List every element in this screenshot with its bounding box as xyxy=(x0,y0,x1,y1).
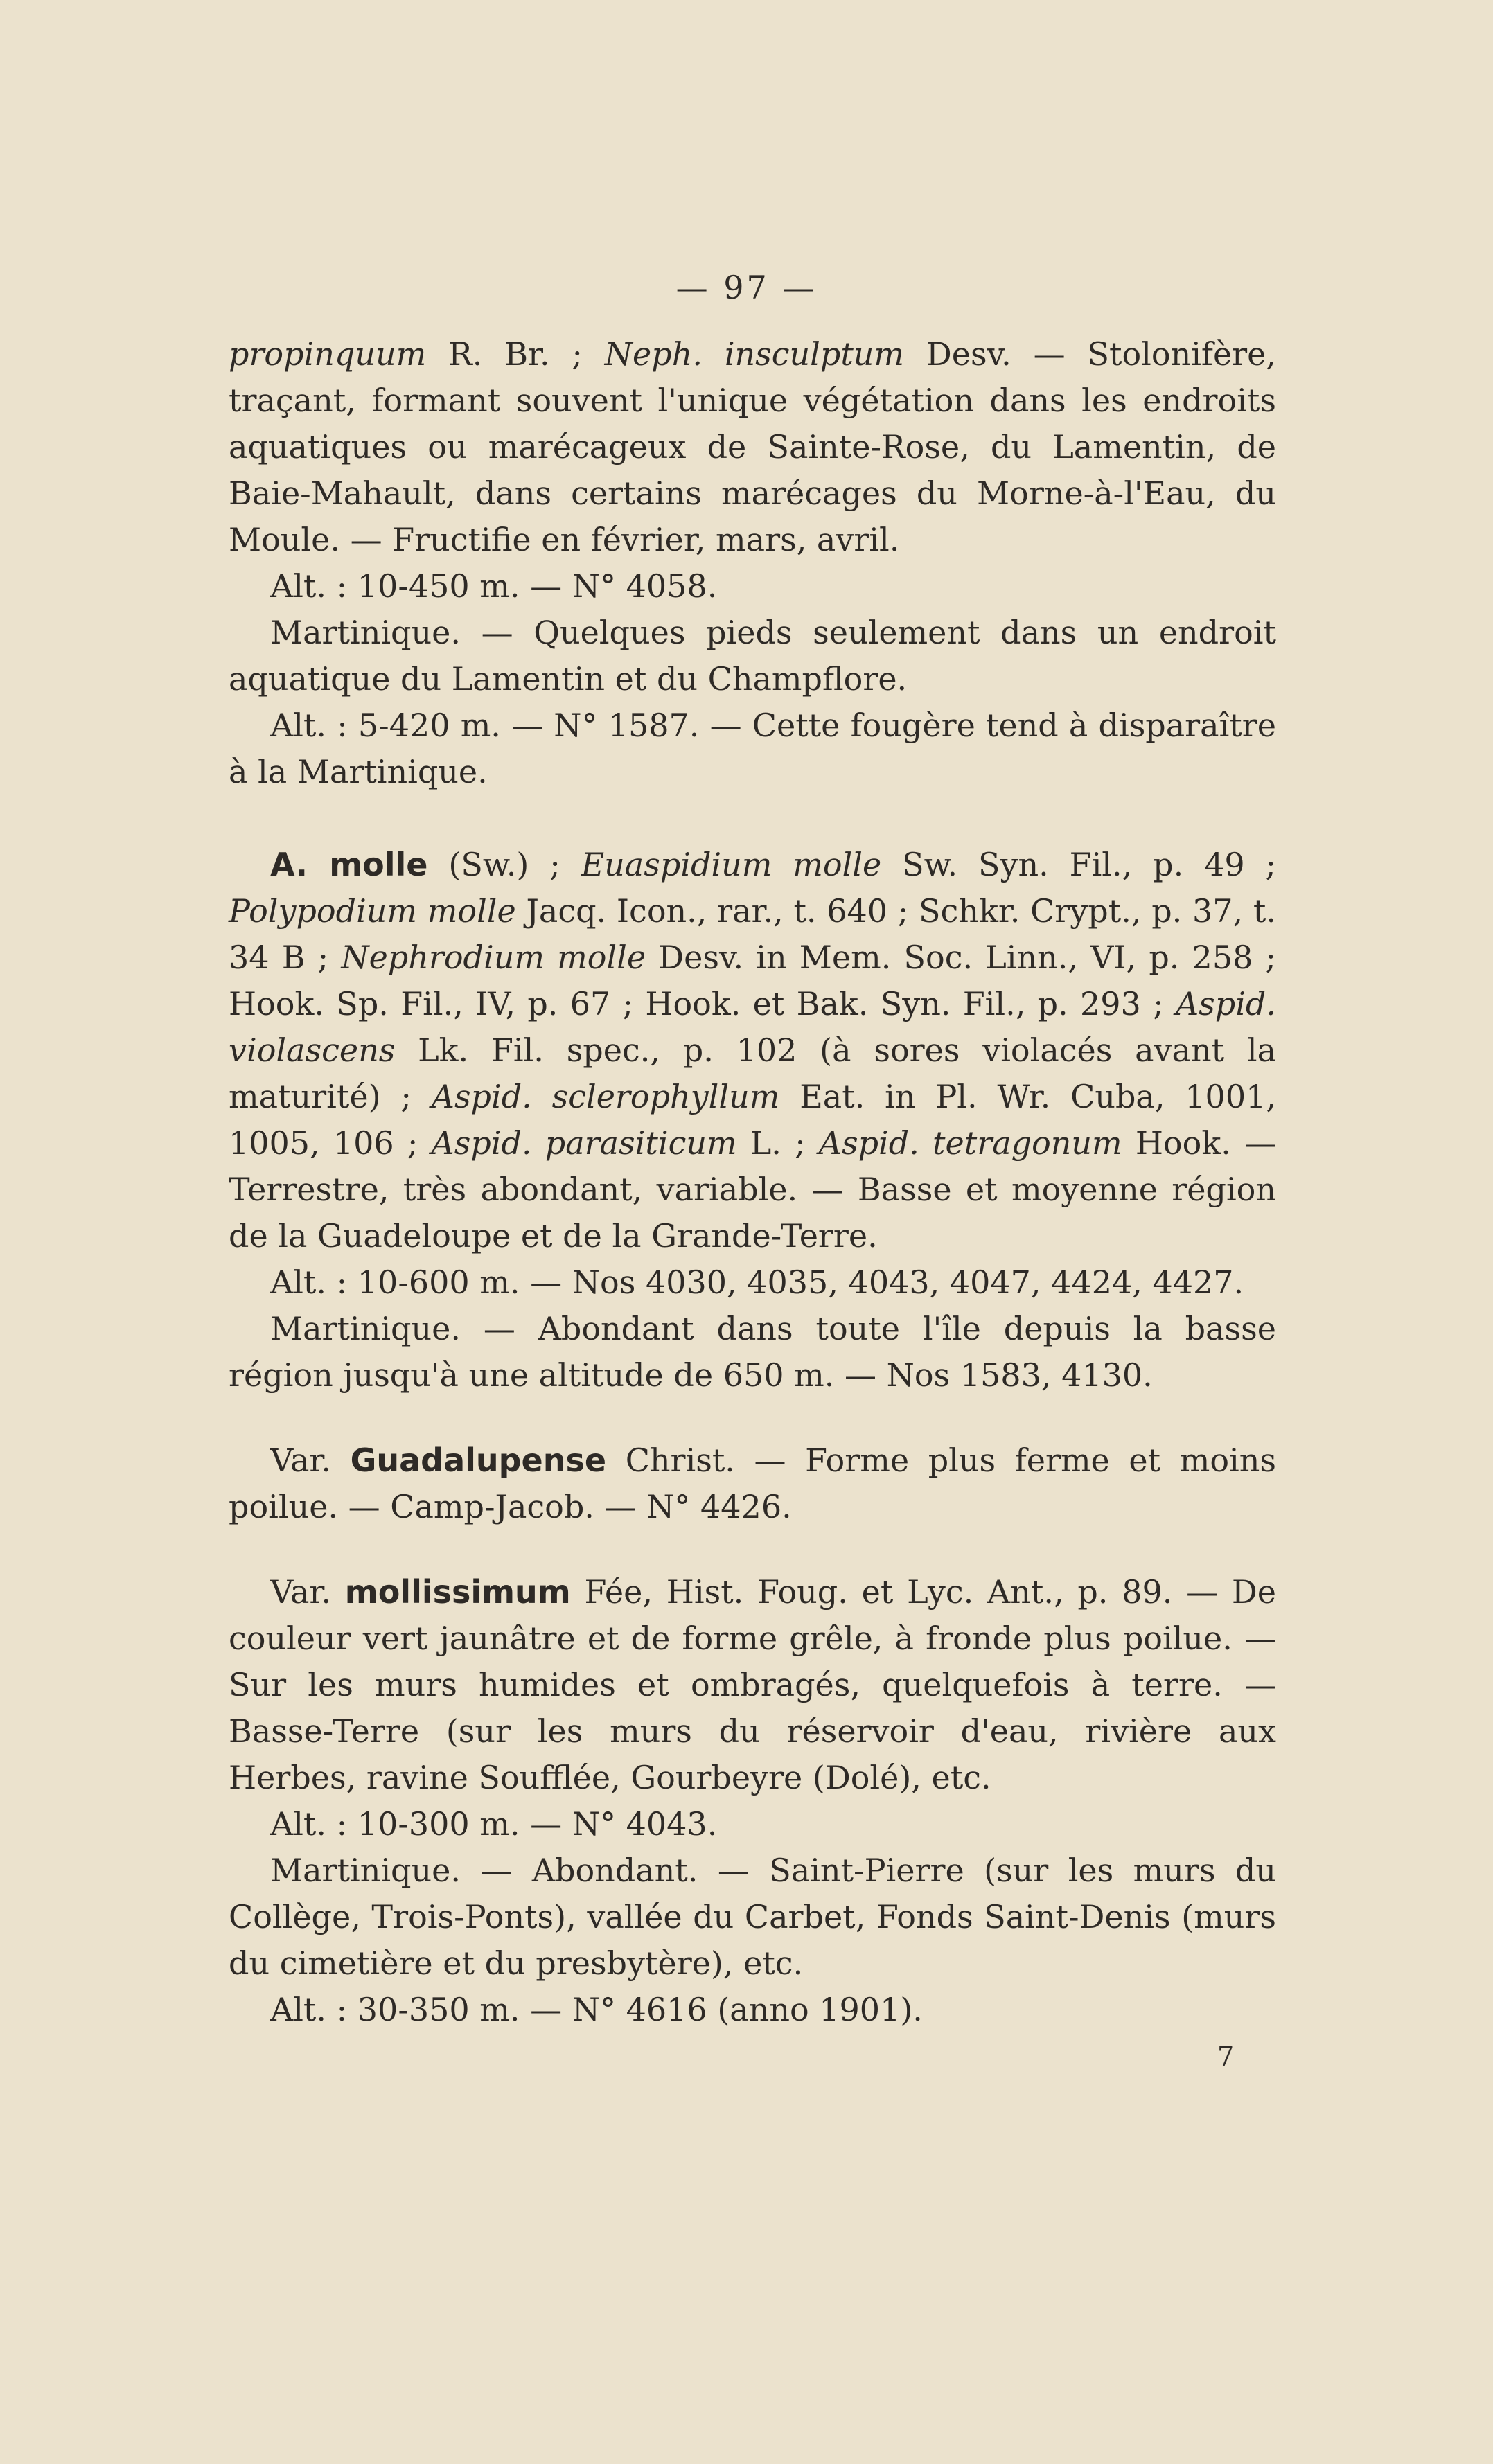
paragraph-martinique-3: Martinique. — Abondant. — Saint-Pierre (sur les murs du Collège, Trois-Ponts), vallée du Carbet, Fonds Saint-Denis (murs du cimetière et du presbytère), etc. xyxy=(229,1852,1276,1982)
spacer xyxy=(229,1530,1276,1569)
text: Var. xyxy=(270,1442,351,1479)
spacer xyxy=(229,1399,1276,1437)
taxon-italic: Neph. insculptum xyxy=(604,335,905,373)
species-name: A. molle xyxy=(270,846,428,883)
page-body xyxy=(229,331,1276,2033)
page-number: — 97 — xyxy=(675,269,818,306)
text: L. ; xyxy=(736,1124,819,1162)
paragraph-altitude-1: Alt. : 10-450 m. — N° 4058. xyxy=(270,567,718,605)
taxon-italic: Aspid. sclerophyllum xyxy=(431,1078,780,1115)
variety-name: Guadalupense xyxy=(350,1442,607,1479)
text: Jacq. Icon., rar., t. 640 ; Schkr. Crypt., p. 37, t. 34 B ; xyxy=(229,892,1276,976)
paragraph-var-guadalupense xyxy=(229,1437,1276,1530)
text: Christ. — Forme plus ferme et moins poilue. — Camp-Jacob. — N° 4426. xyxy=(229,1442,1276,1525)
paragraph-altitude-4: Alt. : 10-300 m. — N° 4043. xyxy=(270,1805,718,1843)
taxon-italic: Nephrodium molle xyxy=(341,939,646,976)
text: Var. xyxy=(270,1573,345,1611)
taxon-italic: Aspid. violascens xyxy=(229,985,1276,1069)
paragraph-martinique-2: Martinique. — Abondant dans toute l'île depuis la basse région jusqu'à une altitude de 650 m. — Nos 1583, 4130. xyxy=(229,1310,1276,1394)
paragraph-var-mollissimum xyxy=(229,1569,1276,1801)
taxon-italic: Polypodium molle xyxy=(229,892,516,930)
variety-name: mollissimum xyxy=(344,1573,571,1611)
text: Lk. Fil. spec., p. 102 (à sores violacés avant la maturité) ; xyxy=(229,1031,1276,1115)
signature-mark: 7 xyxy=(1217,2041,1235,2072)
taxon-italic: Aspid. parasiticum xyxy=(431,1124,737,1162)
text: R. Br. ; xyxy=(426,335,605,373)
text: Eat. in Pl. Wr. Cuba, 1001, 1005, 106 ; xyxy=(229,1078,1276,1162)
text: (Sw.) ; xyxy=(427,846,581,883)
text: Hook. — Terrestre, très abondant, variable. — Basse et moyenne région de la Guadeloupe et de la Grande-Terre. xyxy=(229,1124,1276,1255)
text: Fée, Hist. Foug. et Lyc. Ant., p. 89. — De couleur vert jaunâtre et de forme grêle, à fronde plus poilue. — Sur les murs humides et ombragés, quelquefois à terre. — Basse-Terre (sur les murs du réservoir d'eau, rivière aux Herbes, ravine Soufflée, Gourbeyre (Dolé), etc. xyxy=(229,1573,1276,1796)
taxon-italic: propinquum xyxy=(229,335,427,373)
paragraph-altitude-3: Alt. : 10-600 m. — Nos 4030, 4035, 4043, 4047, 4424, 4427. xyxy=(270,1264,1244,1301)
paragraph-propinquum xyxy=(229,331,1276,563)
spacer xyxy=(229,795,1276,842)
text: Sw. Syn. Fil., p. 49 ; xyxy=(881,846,1276,883)
paragraph-a-molle xyxy=(229,842,1276,1259)
paragraph-altitude-5: Alt. : 30-350 m. — N° 4616 (anno 1901). xyxy=(270,1991,923,2028)
taxon-italic: Euaspidium molle xyxy=(581,846,882,883)
paragraph-altitude-2: Alt. : 5-420 m. — N° 1587. — Cette fougère tend à disparaître à la Martinique. xyxy=(229,707,1276,790)
paragraph-martinique-1: Martinique. — Quelques pieds seulement dans un endroit aquatique du Lamentin et du Champflore. xyxy=(229,614,1276,698)
text: Desv. — Stolonifère, traçant, formant souvent l'unique végétation dans les endroits aquatiques ou marécageux de Sainte-Rose, du Lamentin, de Baie-Mahault, dans certains marécages du Morne-à-l'Eau, du Moule. — Fructifie en février, mars, avril. xyxy=(229,335,1277,558)
taxon-italic: Aspid. tetragonum xyxy=(818,1124,1122,1162)
text: Desv. in Mem. Soc. Linn., VI, p. 258 ; Hook. Sp. Fil., IV, p. 67 ; Hook. et Bak. Syn. Fil., p. 293 ; xyxy=(229,939,1277,1022)
